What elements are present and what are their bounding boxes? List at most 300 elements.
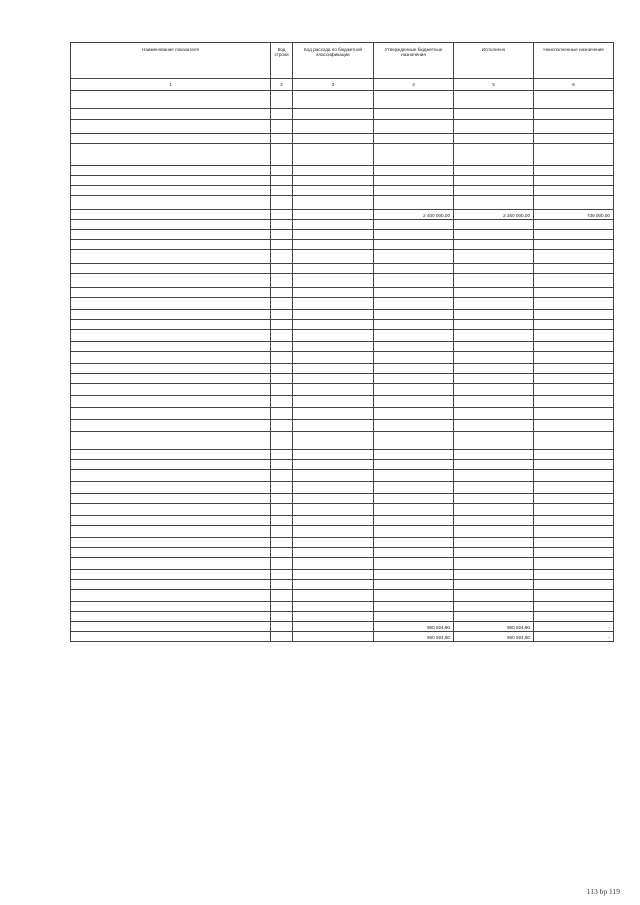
row-indicator-name (71, 210, 271, 220)
row-indicator-name (71, 310, 271, 320)
row-executed (454, 504, 534, 516)
row-approved (374, 504, 454, 516)
row-line-code (271, 374, 293, 384)
row-indicator-name (71, 109, 271, 120)
row-approved (374, 298, 454, 310)
row-line-code (271, 250, 293, 264)
row-indicator-name (71, 602, 271, 612)
column-number: 2 (271, 79, 293, 91)
row-indicator-name (71, 330, 271, 342)
table-row (71, 384, 614, 396)
row-executed: 960 924,90 (454, 622, 534, 632)
row-budget-code (293, 374, 374, 384)
row-line-code (271, 364, 293, 374)
table-row (71, 120, 614, 134)
row-budget-code (293, 176, 374, 186)
table-row (71, 632, 614, 642)
row-approved (374, 320, 454, 330)
row-unexecuted (534, 220, 614, 230)
row-unexecuted: 738 000,00 (534, 210, 614, 220)
row-executed (454, 612, 534, 622)
row-executed (454, 342, 534, 352)
row-indicator-name (71, 374, 271, 384)
table-row (71, 144, 614, 166)
row-line-code (271, 210, 293, 220)
row-unexecuted (534, 470, 614, 482)
row-indicator-name (71, 432, 271, 450)
row-line-code (271, 91, 293, 109)
table-row (71, 264, 614, 274)
row-indicator-name (71, 352, 271, 364)
row-indicator-name (71, 526, 271, 538)
row-indicator-name (71, 144, 271, 166)
row-indicator-name (71, 622, 271, 632)
row-budget-code (293, 91, 374, 109)
row-executed (454, 176, 534, 186)
table-row (71, 622, 614, 632)
row-indicator-name (71, 504, 271, 516)
row-unexecuted (534, 526, 614, 538)
row-budget-code (293, 186, 374, 196)
row-executed (454, 274, 534, 288)
row-indicator-name (71, 408, 271, 420)
row-line-code (271, 538, 293, 548)
row-line-code (271, 526, 293, 538)
row-approved (374, 570, 454, 580)
column-number: 1 (71, 79, 271, 91)
table-row (71, 176, 614, 186)
row-budget-code (293, 538, 374, 548)
row-budget-code (293, 548, 374, 558)
row-approved (374, 120, 454, 134)
row-approved (374, 352, 454, 364)
row-unexecuted (534, 120, 614, 134)
row-unexecuted (534, 310, 614, 320)
row-executed (454, 134, 534, 144)
row-approved (374, 220, 454, 230)
row-unexecuted (534, 504, 614, 516)
table-row (71, 548, 614, 558)
table-row (71, 538, 614, 548)
row-line-code (271, 352, 293, 364)
column-number: 5 (454, 79, 534, 91)
row-unexecuted (534, 570, 614, 580)
row-indicator-name (71, 460, 271, 470)
row-approved (374, 186, 454, 196)
row-budget-code (293, 570, 374, 580)
row-unexecuted (534, 364, 614, 374)
row-line-code (271, 460, 293, 470)
table-row (71, 210, 614, 220)
row-approved (374, 526, 454, 538)
row-line-code (271, 504, 293, 516)
row-executed (454, 352, 534, 364)
row-line-code (271, 196, 293, 210)
table-row (71, 352, 614, 364)
row-budget-code (293, 196, 374, 210)
row-unexecuted (534, 288, 614, 298)
row-unexecuted (534, 352, 614, 364)
row-indicator-name (71, 298, 271, 310)
row-approved (374, 374, 454, 384)
header-budget-code: Код расхода по бюджетной классификации (293, 43, 374, 79)
page-number: 113 bp 119 (586, 887, 620, 896)
row-approved (374, 176, 454, 186)
row-executed (454, 250, 534, 264)
row-budget-code (293, 590, 374, 602)
row-unexecuted (534, 590, 614, 602)
row-indicator-name (71, 570, 271, 580)
row-approved (374, 450, 454, 460)
row-line-code (271, 632, 293, 642)
row-line-code (271, 120, 293, 134)
row-executed (454, 408, 534, 420)
table-row (71, 274, 614, 288)
row-line-code (271, 298, 293, 310)
table-row (71, 330, 614, 342)
row-budget-code (293, 310, 374, 320)
row-line-code (271, 612, 293, 622)
row-indicator-name (71, 274, 271, 288)
row-budget-code (293, 450, 374, 460)
row-executed (454, 320, 534, 330)
row-budget-code (293, 250, 374, 264)
row-unexecuted (534, 298, 614, 310)
table-row (71, 432, 614, 450)
table-row (71, 374, 614, 384)
row-unexecuted (534, 134, 614, 144)
row-executed (454, 420, 534, 432)
row-approved (374, 432, 454, 450)
row-unexecuted (534, 144, 614, 166)
header-line-code: Код строки (271, 43, 293, 79)
row-unexecuted (534, 460, 614, 470)
table-row (71, 298, 614, 310)
row-indicator-name (71, 120, 271, 134)
row-line-code (271, 482, 293, 494)
row-line-code (271, 144, 293, 166)
row-budget-code (293, 240, 374, 250)
row-budget-code (293, 432, 374, 450)
row-budget-code (293, 320, 374, 330)
row-executed (454, 186, 534, 196)
row-budget-code (293, 120, 374, 134)
row-approved (374, 310, 454, 320)
table-row (71, 482, 614, 494)
row-unexecuted (534, 176, 614, 186)
table-row (71, 420, 614, 432)
row-budget-code (293, 109, 374, 120)
table-row (71, 602, 614, 612)
table-row (71, 396, 614, 408)
row-executed (454, 548, 534, 558)
table-row (71, 310, 614, 320)
row-approved: 2 400 000,00 (374, 210, 454, 220)
row-approved (374, 494, 454, 504)
row-line-code (271, 602, 293, 612)
row-indicator-name (71, 176, 271, 186)
row-line-code (271, 274, 293, 288)
row-budget-code (293, 470, 374, 482)
row-executed (454, 264, 534, 274)
row-budget-code (293, 460, 374, 470)
row-approved (374, 166, 454, 176)
row-unexecuted (534, 186, 614, 196)
row-unexecuted (534, 320, 614, 330)
column-number: 4 (374, 79, 454, 91)
row-unexecuted (534, 166, 614, 176)
row-executed (454, 310, 534, 320)
row-unexecuted (534, 342, 614, 352)
row-indicator-name (71, 590, 271, 602)
row-budget-code (293, 342, 374, 352)
row-approved (374, 558, 454, 570)
row-line-code (271, 240, 293, 250)
table-row (71, 91, 614, 109)
row-line-code (271, 384, 293, 396)
row-line-code (271, 134, 293, 144)
table-row (71, 460, 614, 470)
row-executed (454, 91, 534, 109)
row-approved (374, 580, 454, 590)
row-executed (454, 288, 534, 298)
row-budget-code (293, 352, 374, 364)
row-indicator-name (71, 396, 271, 408)
column-number: 3 (293, 79, 374, 91)
row-executed (454, 374, 534, 384)
row-unexecuted (534, 516, 614, 526)
row-unexecuted (534, 264, 614, 274)
header-row (71, 43, 614, 79)
table-row (71, 558, 614, 570)
row-budget-code (293, 396, 374, 408)
row-budget-code (293, 408, 374, 420)
row-indicator-name (71, 580, 271, 590)
row-budget-code (293, 230, 374, 240)
row-unexecuted (534, 432, 614, 450)
row-approved (374, 384, 454, 396)
row-line-code (271, 109, 293, 120)
table-row (71, 504, 614, 516)
row-executed (454, 580, 534, 590)
row-unexecuted (534, 494, 614, 504)
row-indicator-name (71, 134, 271, 144)
row-executed (454, 602, 534, 612)
row-line-code (271, 558, 293, 570)
row-line-code (271, 230, 293, 240)
row-unexecuted (534, 420, 614, 432)
row-executed (454, 558, 534, 570)
row-indicator-name (71, 450, 271, 460)
row-budget-code (293, 288, 374, 298)
row-budget-code (293, 632, 374, 642)
row-indicator-name (71, 91, 271, 109)
row-approved (374, 602, 454, 612)
row-unexecuted (534, 612, 614, 622)
column-number-row (71, 79, 614, 91)
row-unexecuted (534, 374, 614, 384)
row-budget-code (293, 264, 374, 274)
row-budget-code (293, 482, 374, 494)
row-approved (374, 109, 454, 120)
row-executed (454, 120, 534, 134)
row-line-code (271, 264, 293, 274)
row-unexecuted (534, 558, 614, 570)
row-line-code (271, 622, 293, 632)
row-approved (374, 516, 454, 526)
row-budget-code (293, 612, 374, 622)
row-unexecuted (534, 548, 614, 558)
row-indicator-name (71, 482, 271, 494)
row-unexecuted (534, 482, 614, 494)
row-executed (454, 460, 534, 470)
row-budget-code (293, 220, 374, 230)
row-unexecuted (534, 396, 614, 408)
row-executed (454, 590, 534, 602)
row-approved (374, 590, 454, 602)
table-row (71, 580, 614, 590)
table-body (71, 91, 614, 642)
row-line-code (271, 330, 293, 342)
row-indicator-name (71, 320, 271, 330)
row-executed (454, 396, 534, 408)
table-row (71, 320, 614, 330)
row-indicator-name (71, 548, 271, 558)
row-approved (374, 538, 454, 548)
row-line-code (271, 548, 293, 558)
row-executed (454, 470, 534, 482)
row-line-code (271, 420, 293, 432)
row-executed: 960 924,90 (454, 632, 534, 642)
row-approved (374, 408, 454, 420)
row-line-code (271, 288, 293, 298)
table-row (71, 526, 614, 538)
table-row (71, 450, 614, 460)
row-budget-code (293, 420, 374, 432)
row-line-code (271, 220, 293, 230)
row-indicator-name (71, 420, 271, 432)
row-approved (374, 134, 454, 144)
row-approved (374, 470, 454, 482)
row-executed (454, 526, 534, 538)
header-approved: Утвержденные бюджетные назначения (374, 43, 454, 79)
row-indicator-name (71, 250, 271, 264)
row-budget-code (293, 622, 374, 632)
row-line-code (271, 342, 293, 352)
table-row (71, 220, 614, 230)
row-line-code (271, 176, 293, 186)
row-approved (374, 250, 454, 264)
header-indicator-name: Наименование показателя (71, 43, 271, 79)
table-row (71, 612, 614, 622)
row-indicator-name (71, 196, 271, 210)
row-indicator-name (71, 470, 271, 482)
row-executed (454, 432, 534, 450)
row-line-code (271, 396, 293, 408)
row-executed (454, 220, 534, 230)
row-line-code (271, 470, 293, 482)
table-row (71, 494, 614, 504)
row-line-code (271, 570, 293, 580)
row-approved (374, 264, 454, 274)
table-row (71, 166, 614, 176)
row-budget-code (293, 516, 374, 526)
row-unexecuted (534, 250, 614, 264)
column-number: 6 (534, 79, 614, 91)
row-line-code (271, 186, 293, 196)
row-executed (454, 109, 534, 120)
row-indicator-name (71, 186, 271, 196)
row-unexecuted (534, 384, 614, 396)
row-line-code (271, 408, 293, 420)
row-budget-code (293, 166, 374, 176)
row-unexecuted (534, 408, 614, 420)
row-approved (374, 460, 454, 470)
row-line-code (271, 310, 293, 320)
row-indicator-name (71, 538, 271, 548)
row-indicator-name (71, 516, 271, 526)
row-indicator-name (71, 384, 271, 396)
row-indicator-name (71, 632, 271, 642)
row-unexecuted (534, 240, 614, 250)
row-line-code (271, 166, 293, 176)
header-executed: Исполнено (454, 43, 534, 79)
row-unexecuted: - (534, 622, 614, 632)
row-line-code (271, 590, 293, 602)
row-approved (374, 274, 454, 288)
row-approved (374, 612, 454, 622)
row-indicator-name (71, 166, 271, 176)
row-approved: 960 924,90 (374, 632, 454, 642)
row-executed (454, 516, 534, 526)
table-row (71, 109, 614, 120)
table-row (71, 590, 614, 602)
row-budget-code (293, 384, 374, 396)
row-approved (374, 196, 454, 210)
table-row (71, 230, 614, 240)
row-budget-code (293, 504, 374, 516)
row-unexecuted (534, 109, 614, 120)
row-indicator-name (71, 558, 271, 570)
row-budget-code (293, 494, 374, 504)
row-executed (454, 570, 534, 580)
row-approved (374, 420, 454, 432)
row-budget-code (293, 134, 374, 144)
row-executed (454, 538, 534, 548)
row-approved (374, 396, 454, 408)
table-row (71, 196, 614, 210)
row-budget-code (293, 526, 374, 538)
table-row (71, 240, 614, 250)
row-executed (454, 144, 534, 166)
table-row (71, 364, 614, 374)
row-unexecuted (534, 230, 614, 240)
row-executed (454, 330, 534, 342)
row-executed (454, 298, 534, 310)
table-row (71, 186, 614, 196)
row-approved (374, 91, 454, 109)
row-line-code (271, 494, 293, 504)
row-budget-code (293, 298, 374, 310)
row-executed (454, 196, 534, 210)
row-budget-code (293, 274, 374, 288)
row-budget-code (293, 364, 374, 374)
header-unexecuted: Неисполненные назначения (534, 43, 614, 79)
row-line-code (271, 432, 293, 450)
row-budget-code (293, 144, 374, 166)
row-executed (454, 166, 534, 176)
row-approved (374, 230, 454, 240)
